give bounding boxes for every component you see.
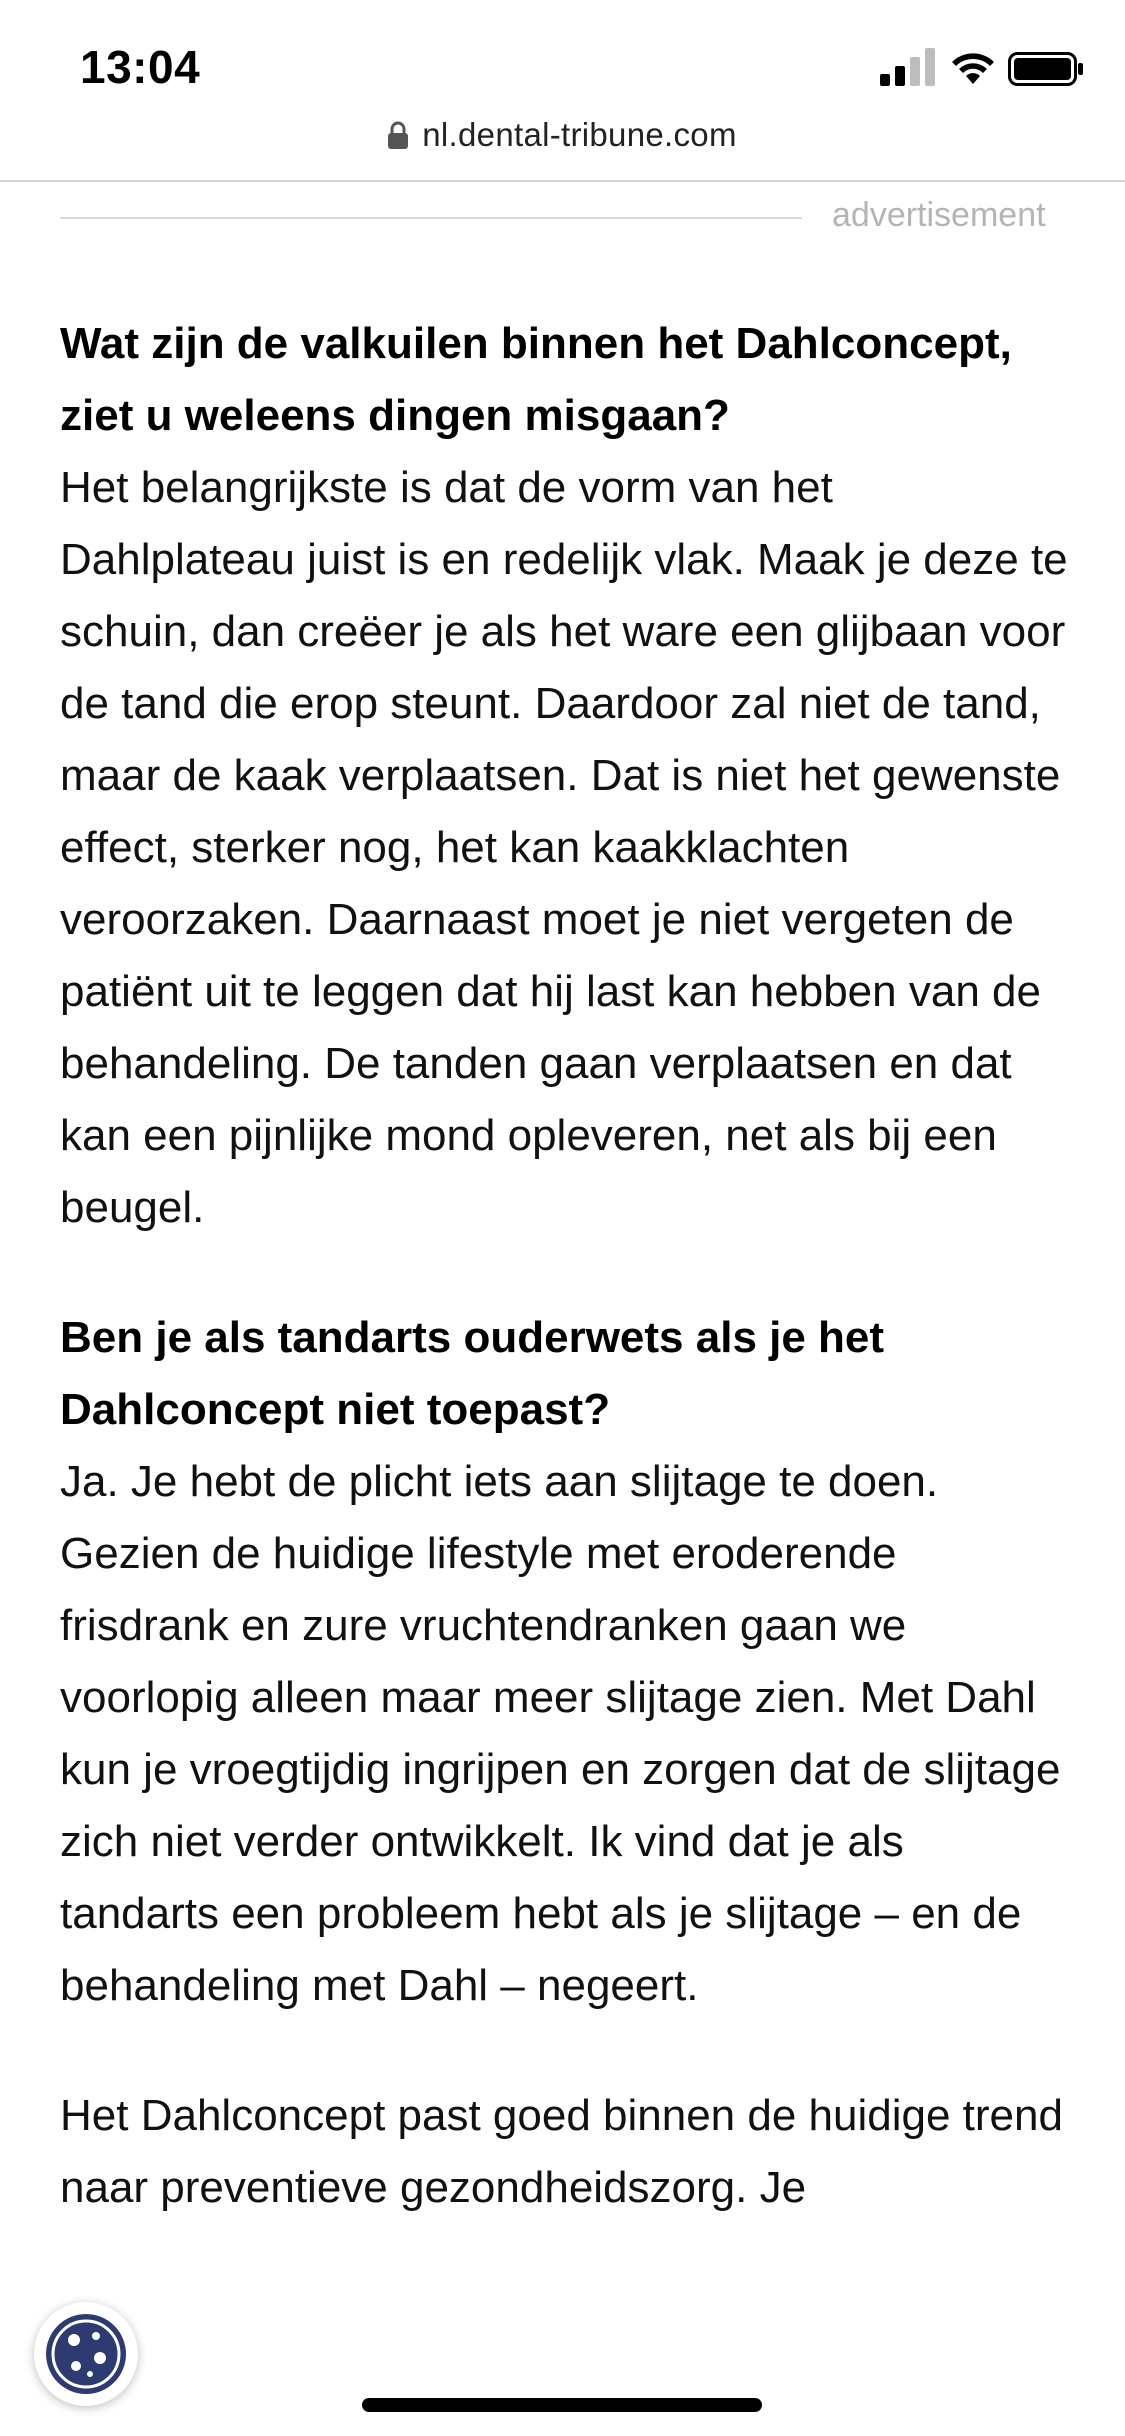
advertisement-label: advertisement: [832, 196, 1046, 234]
home-indicator[interactable]: [362, 2398, 762, 2412]
status-time: 13:04: [80, 41, 201, 93]
url-text: nl.dental-tribune.com: [422, 116, 737, 153]
wifi-icon: [950, 50, 996, 86]
advertisement-rule: [60, 217, 802, 219]
cookie-settings-button[interactable]: [34, 2302, 138, 2406]
question-heading: Ben je als tandarts ouderwets als je het Dahlconcept niet toepast?: [60, 1313, 885, 1434]
address-bar[interactable]: [0, 110, 1125, 180]
toolbar-divider: [0, 180, 1125, 182]
cookie-icon: [34, 2302, 138, 2406]
article-body: [60, 308, 1070, 2224]
answer-paragraph: Het belangrijkste is dat de vorm van het Dahlplateau juist is en redelijk vlak. Maak je deze te schuin, dan creëer je als het ware een glijbaan voor de tand die erop steunt. Daardoor zal niet de tand, maar de kaak verplaatsen. Dat is niet het gewenste effect, sterker nog, het kan kaakklachten veroorzaken. Daarnaast moet je niet vergeten de patiënt uit te leggen dat hij last kan hebben van de behandeling. De tanden gaan verplaatsen en dat kan een pijnlijke mond opleveren, net als bij een beugel.: [60, 463, 1068, 1232]
answer-paragraph: Ja. Je hebt de plicht iets aan slijtage te doen. Gezien de huidige lifestyle met eroderende frisdrank en zure vruchtendranken gaan we voorlopig alleen maar meer slijtage zien. Met Dahl kun je vroegtijdig ingrijpen en zorgen dat de slijtage zich niet verder ontwikkelt. Ik vind dat je als tandarts een probleem hebt als je slijtage – en de behandeling met Dahl – negeert.: [60, 1457, 1061, 2010]
lock-icon: [388, 121, 408, 149]
question-heading: Wat zijn de valkuilen binnen het Dahlconcept, ziet u weleens dingen misgaan?: [60, 319, 1012, 440]
battery-icon: [1008, 52, 1084, 86]
article-paragraph: Het Dahlconcept past goed binnen de huidige trend naar preventieve gezondheidszorg. Je: [60, 2091, 1063, 2212]
signal-icon: [880, 48, 936, 86]
